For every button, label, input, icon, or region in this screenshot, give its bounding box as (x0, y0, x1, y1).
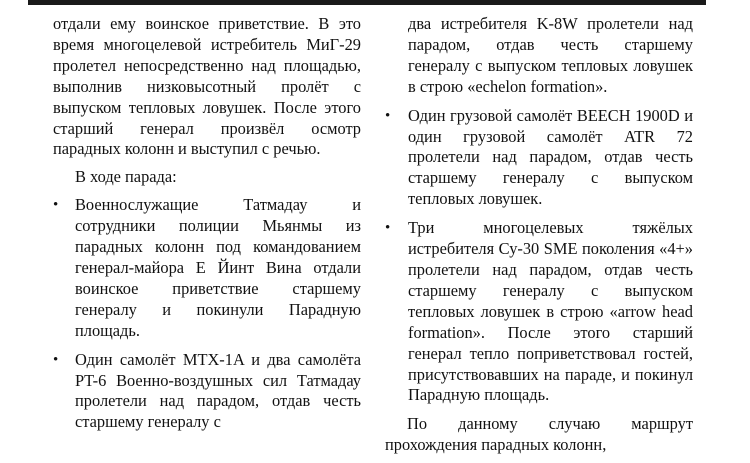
parade-intro: В ходе парада: (75, 167, 177, 187)
list-item: • Три многоцелевых тяжёлых истребителя Су-30 SME поколения «4+» пролетели над парадом, отдав честь старшему генералу с выпуском тепловых ловушек в строю «arrow head formation». После этого старший генерал тепло поприветствовал гостей, присутствовавших на параде, и покинул Парадную площадь. (385, 218, 693, 406)
list-item: • Один грузовой самолёт BEECH 1900D и один грузовой самолёт ATR 72 пролетели над парадом, отдав честь старшему генералу с выпуском тепловых ловушек. (385, 106, 693, 211)
right-bullet-list (385, 14, 693, 406)
left-column (53, 14, 361, 441)
list-item: • Военнослужащие Татмадау и сотрудники полиции Мьянмы из парадных колонн под командованием генерал-майора Е Йинт Вина отдали воинское приветствие старшему генералу и покинули Парадную площадь. (53, 195, 361, 341)
right-column (385, 14, 693, 463)
top-border (28, 0, 706, 5)
list-item: • Один самолёт MTX-1A и два самолёта PT-6 Военно-воздушных сил Татмадау пролетели над парадом, отдав честь старшему генералу с (53, 350, 361, 434)
paragraph-continuation: отдали ему воинское приветствие. В это время многоцелевой истребитель МиГ-29 пролетел непосредственно над площадью, выполнив низковысотный пролёт с выпуском тепловых ловушек. После этого старший генерал произвёл осмотр парадных колонн и выступил с речью. (53, 14, 361, 159)
list-item-continuation: два истребителя K-8W пролетели над парадом, отдав честь старшему генералу с выпуском тепловых ловушек в строю «echelon formation». (408, 14, 693, 96)
closing-paragraph: По данному случаю маршрут прохождения парадных колонн, (385, 414, 693, 455)
left-bullet-list (53, 195, 361, 433)
